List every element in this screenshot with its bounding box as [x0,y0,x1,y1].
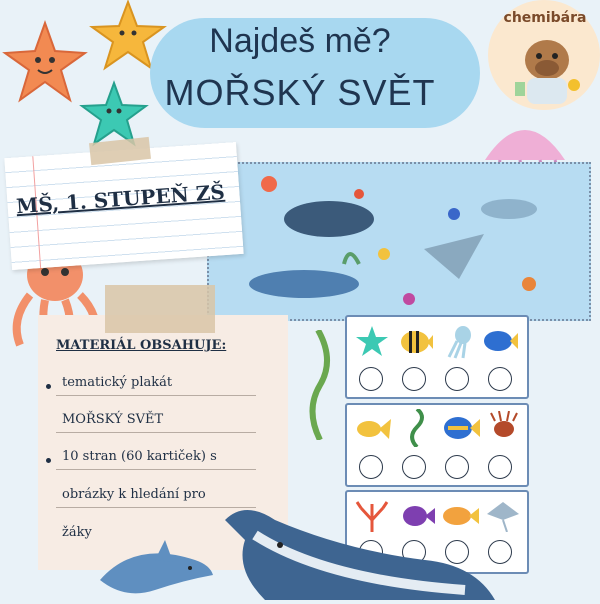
blue-whale-icon [249,270,359,298]
dolphin-icon [95,520,215,600]
page-title: Najdeš mě? [209,22,391,60]
materials-item-2-line1: 10 stran (60 kartiček) s [62,449,217,464]
seaweed-icon [300,330,340,440]
answer-circle[interactable] [359,367,383,391]
answer-circle[interactable] [445,455,469,479]
answer-circle[interactable] [402,367,426,391]
yellow-fish-icon [355,415,391,450]
answer-circle[interactable] [488,367,512,391]
card-sheet-2 [345,403,529,487]
page-subtitle: MOŘSKÝ SVĚT [164,72,436,113]
materials-item-2-line3: žáky [62,525,92,540]
whale-shark-icon [284,201,374,237]
materials-heading: MATERIÁL OBSAHUJE: [56,338,227,353]
dolphin-icon [481,199,537,219]
squid-icon [445,325,475,366]
level-label: MŠ, 1. STUPEŇ ZŠ [15,179,226,219]
striped-fish-icon [399,327,433,364]
capybara-mascot-icon [512,30,582,105]
card-sheet-1 [345,315,529,399]
sea-world-poster [207,162,591,321]
starfish-icon [355,325,389,366]
materials-item-2-line2: obrázky k hledání pro [62,487,206,502]
divider [56,469,256,470]
answer-circle[interactable] [402,455,426,479]
bullet-icon [46,458,51,463]
starfish-orange-icon [0,18,90,108]
seaweed-icon [405,409,429,454]
logo-text: chemibára [503,10,587,26]
materials-item-1-line1: tematický plakát [62,375,173,390]
whale-icon [225,490,495,600]
lionfish-icon [487,411,521,452]
blue-fish-icon [482,327,518,362]
answer-circle[interactable] [359,455,383,479]
divider [56,432,256,433]
materials-item-1-line2: MOŘSKÝ SVĚT [62,412,164,427]
bullet-icon [46,384,51,389]
answer-circle[interactable] [488,455,512,479]
divider [56,395,256,396]
tape-strip [105,285,215,333]
tropical-fish-icon [442,413,480,450]
answer-circle[interactable] [445,367,469,391]
